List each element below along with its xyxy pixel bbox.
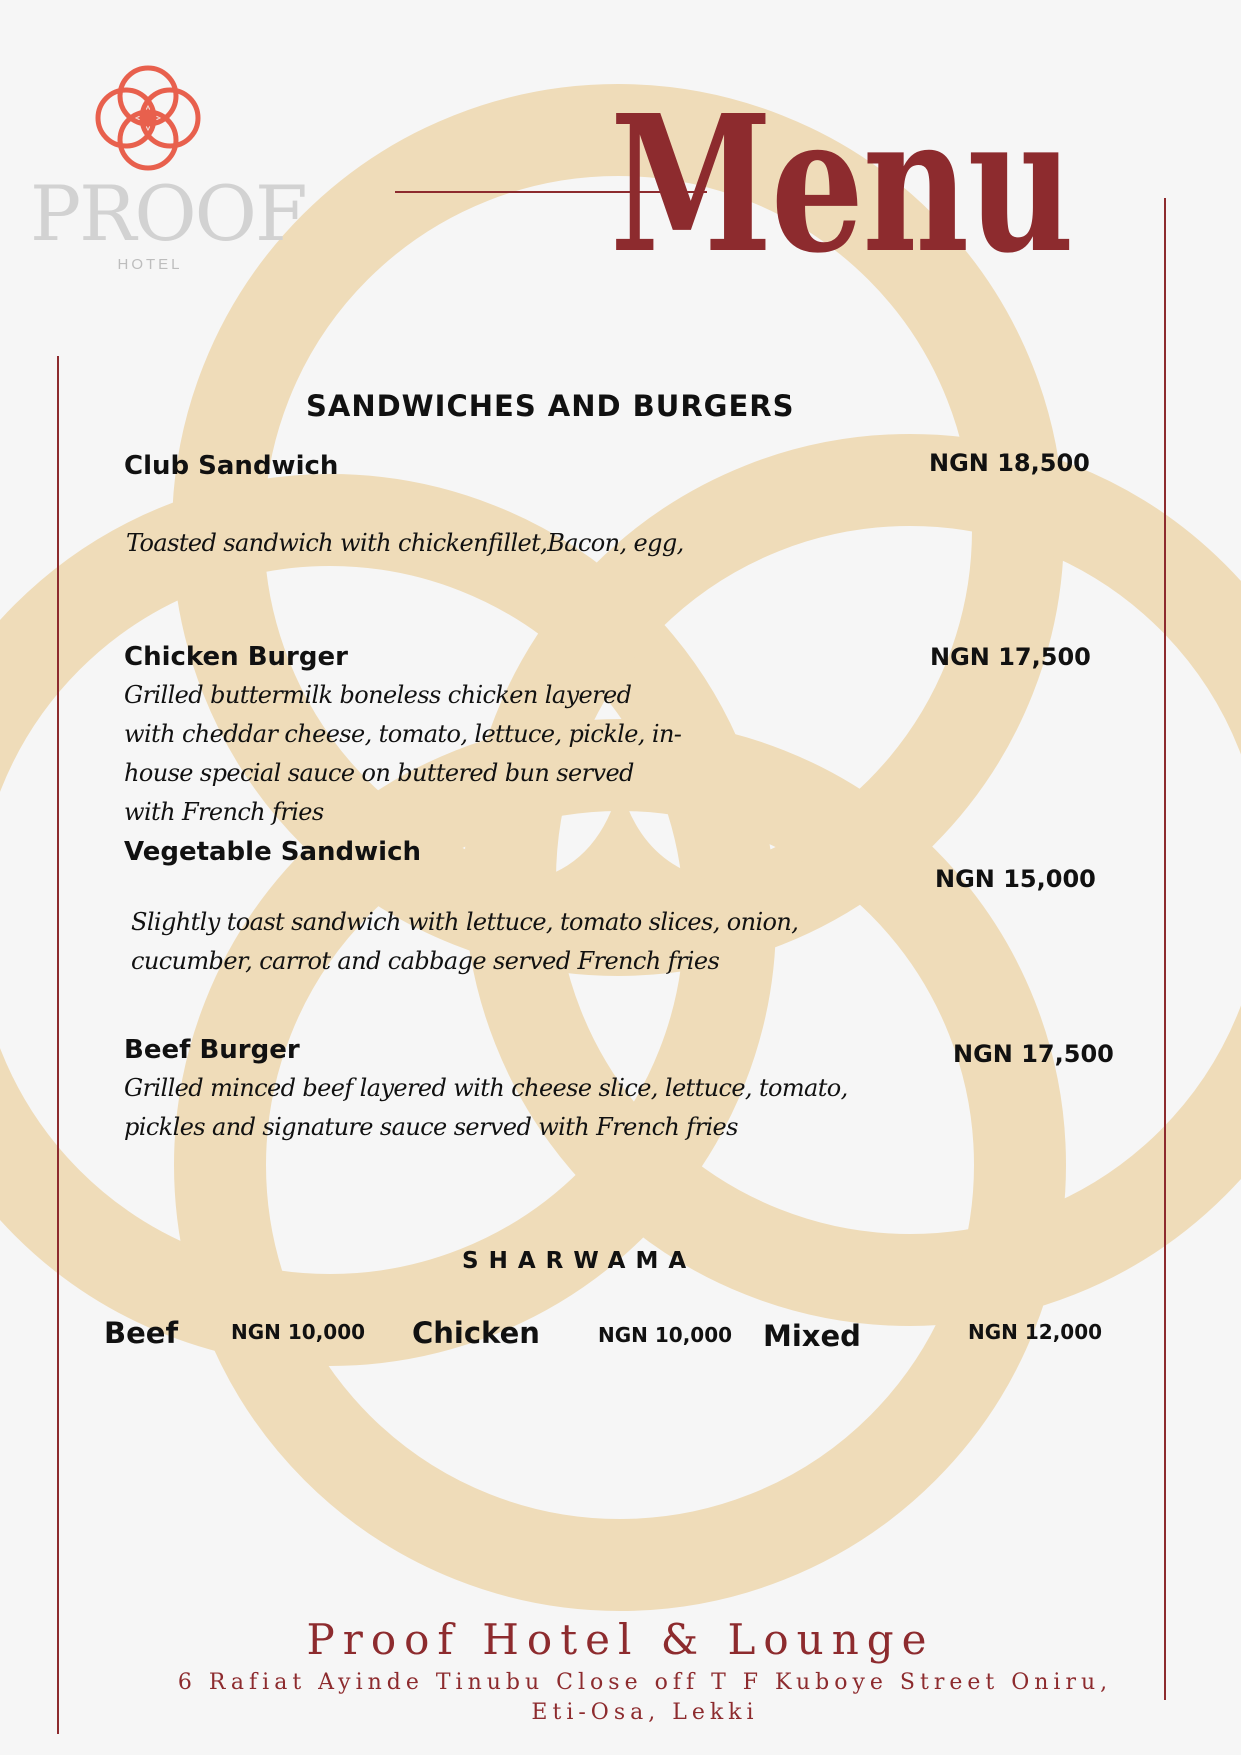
item-price: NGN 17,500 [953, 1040, 1114, 1068]
menu-title: Menu [610, 74, 1073, 295]
item-name: Beef Burger [124, 1035, 300, 1065]
item-description: Toasted sandwich with chickenfillet,Bacon, egg, [126, 529, 684, 557]
item-name: Chicken Burger [124, 642, 348, 672]
proof-logo-icon [88, 58, 208, 178]
frame-line-right [1164, 198, 1166, 1700]
sharwama-item-price: NGN 10,000 [231, 1320, 366, 1344]
item-name: Vegetable Sandwich [124, 837, 422, 867]
logo-subtitle: HOTEL [117, 256, 183, 273]
sharwama-item-name: Mixed [763, 1319, 861, 1353]
sharwama-item-name: Beef [104, 1316, 179, 1350]
footer-address: 6 Rafiat Ayinde Tinubu Close off T F Kuboye Street Oniru, Eti-Osa, Lekki [177, 1670, 1113, 1725]
item-description: Grilled minced beef layered with cheese slice, lettuce, tomato, pickles and signature sauce served with French fries [124, 1074, 848, 1141]
item-price: NGN 17,500 [930, 643, 1091, 671]
footer-hotel-name: Proof Hotel & Lounge [306, 1615, 935, 1664]
item-price: NGN 18,500 [929, 449, 1090, 477]
item-price: NGN 15,000 [935, 865, 1096, 893]
sharwama-item-name: Chicken [412, 1316, 540, 1350]
item-name: Club Sandwich [124, 451, 339, 481]
sharwama-item-price: NGN 10,000 [598, 1323, 733, 1347]
sharwama-item-price: NGN 12,000 [968, 1320, 1103, 1344]
logo-wordmark: PROOF [30, 169, 306, 258]
item-description: Slightly toast sandwich with lettuce, tomato slices, onion, cucumber, carrot and cabbage served French fries [131, 908, 799, 975]
section-title-sharwama: SHARWAMA [462, 1248, 697, 1274]
frame-line-left [57, 356, 59, 1734]
item-description: Grilled buttermilk boneless chicken layered with cheddar cheese, tomato, lettuce, pickle, in-house special sauce on buttered bun served with French fries [124, 681, 682, 826]
section-title-sandwiches: SANDWICHES AND BURGERS [306, 389, 795, 423]
